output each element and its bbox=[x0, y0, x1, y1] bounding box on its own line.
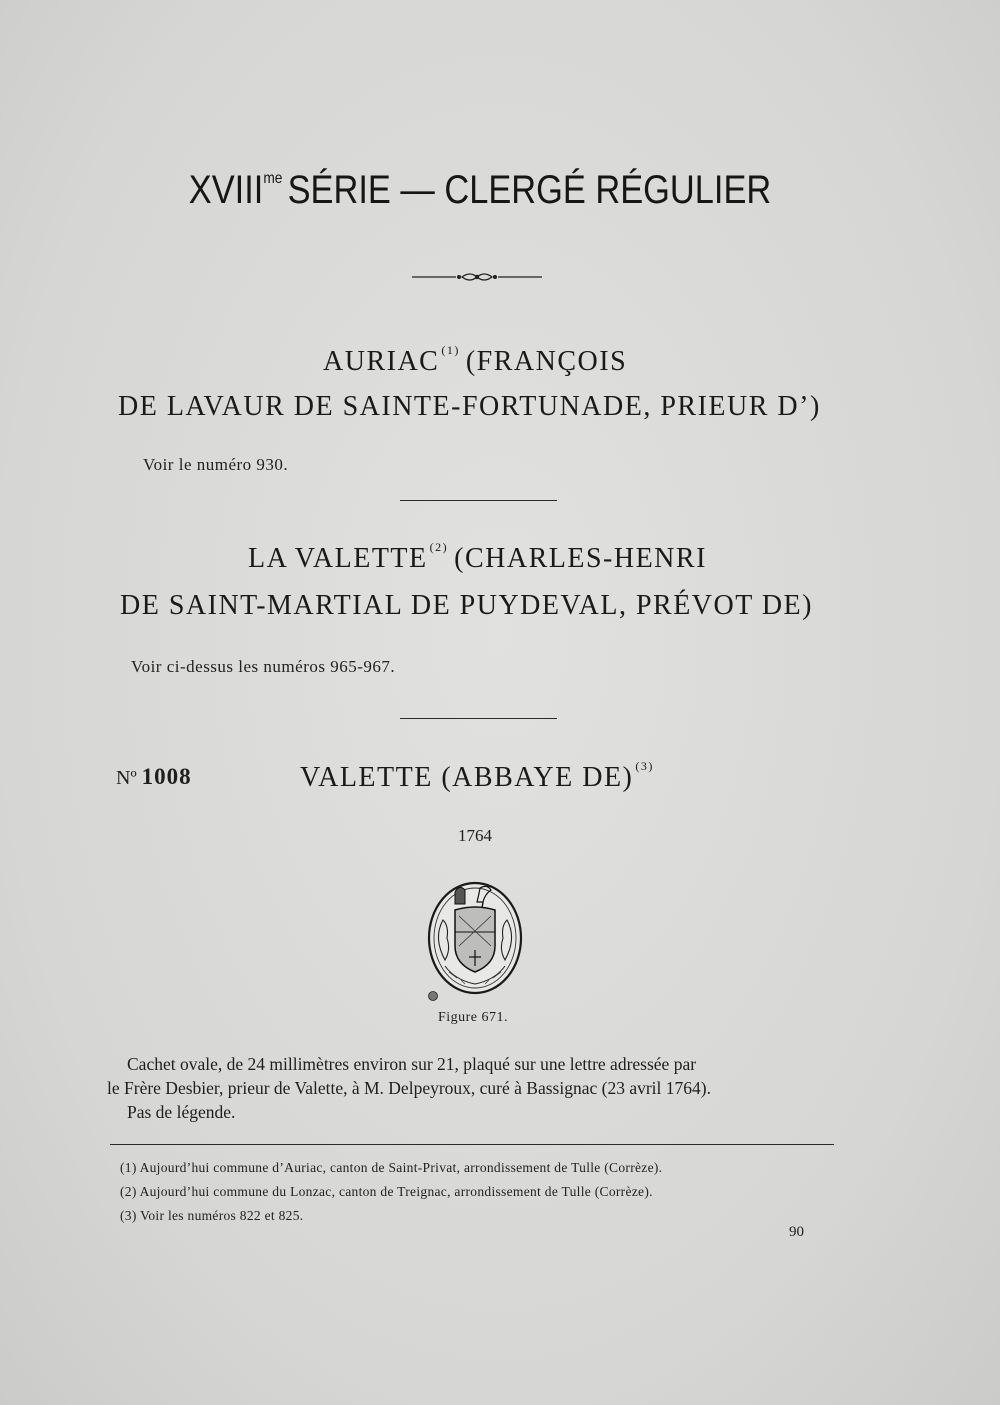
description-line: Cachet ovale, de 24 millimètres environ sur 21, plaqué sur une lettre adressée par bbox=[127, 1054, 697, 1074]
record-number: Nº 1008 bbox=[116, 764, 192, 789]
footnote-1: (1) Aujourd’hui commune d’Auriac, canton de Saint-Privat, arrondissement de Tulle (Corrèze). bbox=[120, 1160, 663, 1175]
entry-la-valette-heading-line2: DE SAINT-MARTIAL DE PUYDEVAL, PRÉVOT DE) bbox=[120, 590, 813, 621]
separator-rule bbox=[400, 718, 557, 719]
ornament-divider bbox=[412, 270, 542, 284]
record-year: 1764 bbox=[458, 826, 492, 845]
oval-seal-figure bbox=[425, 880, 525, 1004]
record-description bbox=[107, 1052, 837, 1124]
record-title: VALETTE (ABBAYE DE) $^{(3)}$ bbox=[300, 759, 654, 793]
series-title: $XVIII^{me}$ SÉRIE — CLERGÉ RÉGULIER bbox=[188, 168, 772, 212]
figure-caption: Figure 671. bbox=[437, 1010, 509, 1025]
footnote-rule bbox=[110, 1144, 834, 1145]
separator-rule bbox=[400, 500, 557, 501]
entry-la-valette-see-reference: Voir ci-dessus les numéros 965-967. bbox=[131, 657, 396, 676]
description-line: Pas de légende. bbox=[127, 1102, 236, 1122]
entry-la-valette-heading-line1: LA VALETTE $^{(2)}$ (CHARLES-HENRI bbox=[248, 540, 707, 574]
description-line: le Frère Desbier, prieur de Valette, à M. Delpeyroux, curé à Bassignac (23 avril 1764). bbox=[107, 1078, 711, 1098]
footnote-2: (2) Aujourd’hui commune du Lonzac, canton de Treignac, arrondissement de Tulle (Corrèze). bbox=[120, 1184, 653, 1199]
entry-auriac-heading-line2: DE LAVAUR DE SAINTE-FORTUNADE, PRIEUR D’) bbox=[118, 391, 821, 422]
entry-auriac-heading-line1: AURIAC $^{(1)}$ (FRANÇOIS bbox=[323, 343, 628, 377]
entry-auriac-see-reference: Voir le numéro 930. bbox=[143, 455, 289, 474]
footnote-3: (3) Voir les numéros 822 et 825. bbox=[120, 1208, 304, 1223]
page-number: 90 bbox=[789, 1224, 804, 1240]
